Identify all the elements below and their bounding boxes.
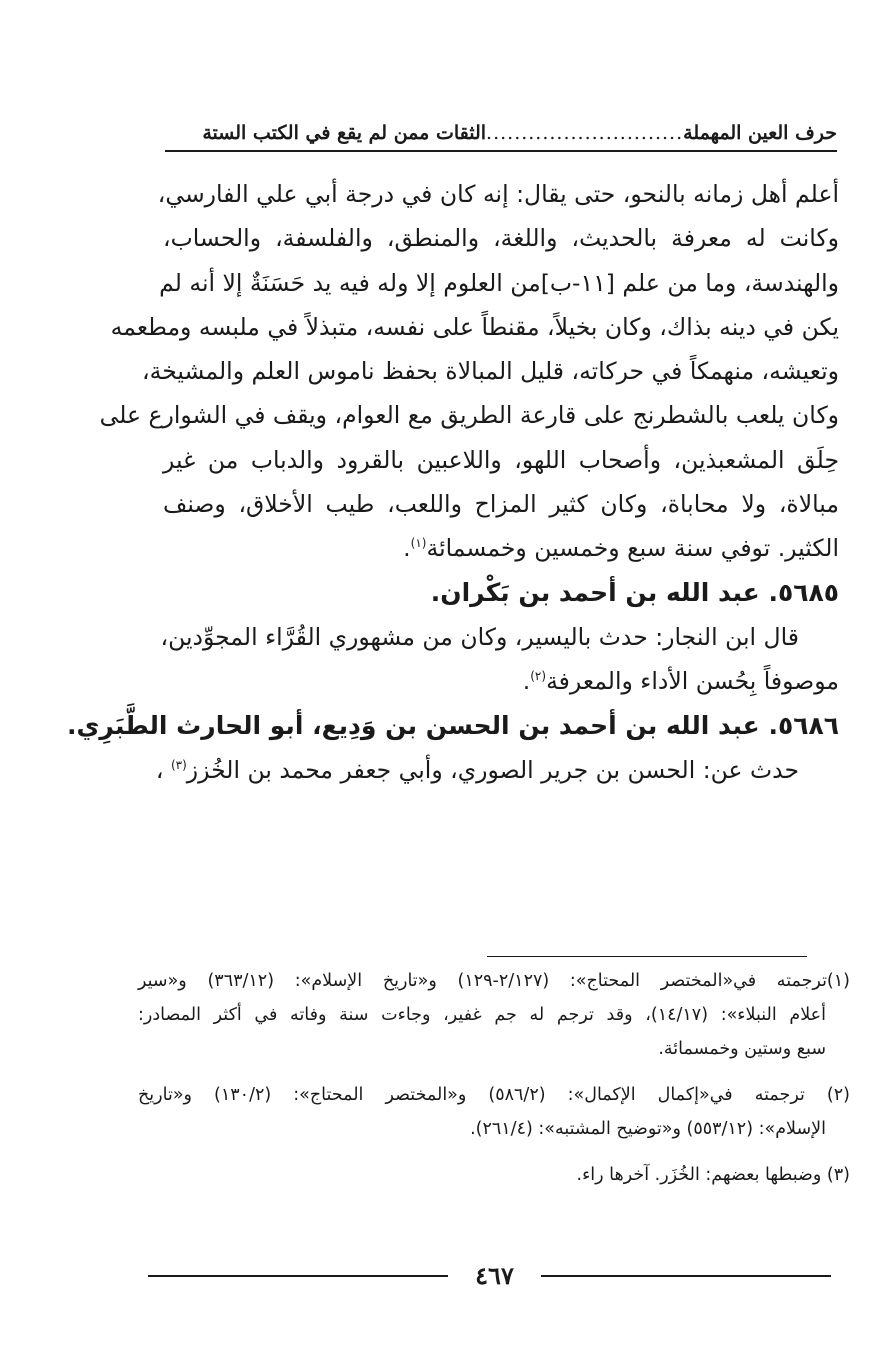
running-header (165, 116, 837, 152)
text-line: أعلم أهل زمانه بالنحو، حتى يقال: إنه كان في درجة أبي علي الفارسي، (157, 180, 839, 208)
footnote-2 (138, 1078, 850, 1146)
main-text (67, 172, 839, 792)
footnote-line: سبع وستين وخمسمائة. (658, 1039, 826, 1059)
text-fragment: موصوفاً بِحُسن الأداء والمعرفة (546, 667, 839, 696)
footnote-marker-3: (٣) (170, 758, 187, 773)
paragraph-entry-5686 (155, 748, 839, 792)
footnote-3 (138, 1158, 850, 1192)
header-book-title: الثقات ممن لم يقع في الكتب الستة (202, 122, 487, 144)
text-line: وتعيشه، منهمكاً في حركاته، قليل المبالاة بحفظ ناموس العلم والمشيخة، (142, 357, 839, 386)
footnote-line: (٣) وضبطها بعضهم: الخُزَر. آخرها راء. (576, 1165, 850, 1185)
footnote-line: (١)ترجمته في«المختصر المحتاج»: (٢/١٢٧-١٢٩) و«تاريخ الإسلام»: (٣٦٣/١٢) و«سير (138, 971, 850, 991)
text-fragment: الكثير. توفي سنة سبع وخمسين وخمسمائة (426, 534, 839, 563)
footnote-marker-2: (٢) (530, 669, 547, 684)
entry-heading-5686: ٥٦٨٦. عبد الله بن أحمد بن الحسن بن وَدِيع، أبو الحارث الطَّبَرِي. (67, 710, 839, 740)
text-comma: ، (155, 755, 164, 784)
page-footer (148, 1258, 831, 1298)
text-period: . (522, 667, 531, 696)
text-line: وكان يلعب بالشطرنج على قارعة الطريق مع العوام، ويقف في الشوارع على (99, 401, 839, 430)
page-number: ٤٦٧ (475, 1261, 514, 1290)
footer-rule-left (148, 1275, 448, 1277)
header-dot-leader: ............................ (486, 122, 684, 144)
text-line: حِلَق المشعبذين، وأصحاب اللهو، واللاعبين بالقرود والدباب من غير (163, 445, 839, 474)
footnote-1 (138, 964, 850, 1066)
paragraph-biography-continued (99, 172, 839, 571)
text-fragment: حدث عن: الحسن بن جرير الصوري، وأبي جعفر محمد بن الخُزز (186, 755, 799, 784)
text-line (163, 659, 839, 703)
text-period: . (403, 534, 411, 563)
text-line: قال ابن النجار: حدث باليسير، وكان من مشهوري القُرَّاء المجوِّدين، (160, 622, 799, 651)
footnote-line: أعلام النبلاء»: (١٤/١٧)، وقد ترجم له جم غفير، وجاءت سنة وفاته في أكثر المصادر: (138, 1005, 826, 1025)
footnotes (138, 956, 850, 1204)
text-line (163, 526, 839, 570)
entry-heading-5685: ٥٦٨٥. عبد الله بن أحمد بن بَكْران. (430, 577, 839, 607)
footnote-line: (٢) ترجمته في«إكمال الإكمال»: (٥٨٦/٢) و«المختصر المحتاج»: (١٣٠/٢) و«تاريخ (138, 1085, 850, 1105)
footnote-marker-1: (١) (410, 536, 427, 551)
text-line (155, 748, 839, 792)
text-line: مبالاة، ولا محاباة، وكان كثير المزاح واللعب، طيب الأخلاق، وصنف (163, 490, 839, 519)
header-section-title: حرف العين المهملة (683, 122, 837, 144)
paragraph-entry-5685 (160, 615, 839, 704)
footer-rule-right (541, 1275, 831, 1277)
text-line: وكانت له معرفة بالحديث، واللغة، والمنطق، والفلسفة، والحساب، (163, 224, 839, 253)
text-line: يكن في دينه بذاك، وكان بخيلاً، مقنطاً على نفسه، متبذلاً في ملبسه ومطعمه (110, 312, 839, 341)
footnote-line: الإسلام»: (٥٥٣/١٢) و«توضيح المشتبه»: (٢٦١/٤). (470, 1119, 826, 1139)
text-line: والهندسة، وما من علم [١١-ب]من العلوم إلا وله فيه يد حَسَنَةٌ إلا أنه لم (159, 268, 839, 297)
